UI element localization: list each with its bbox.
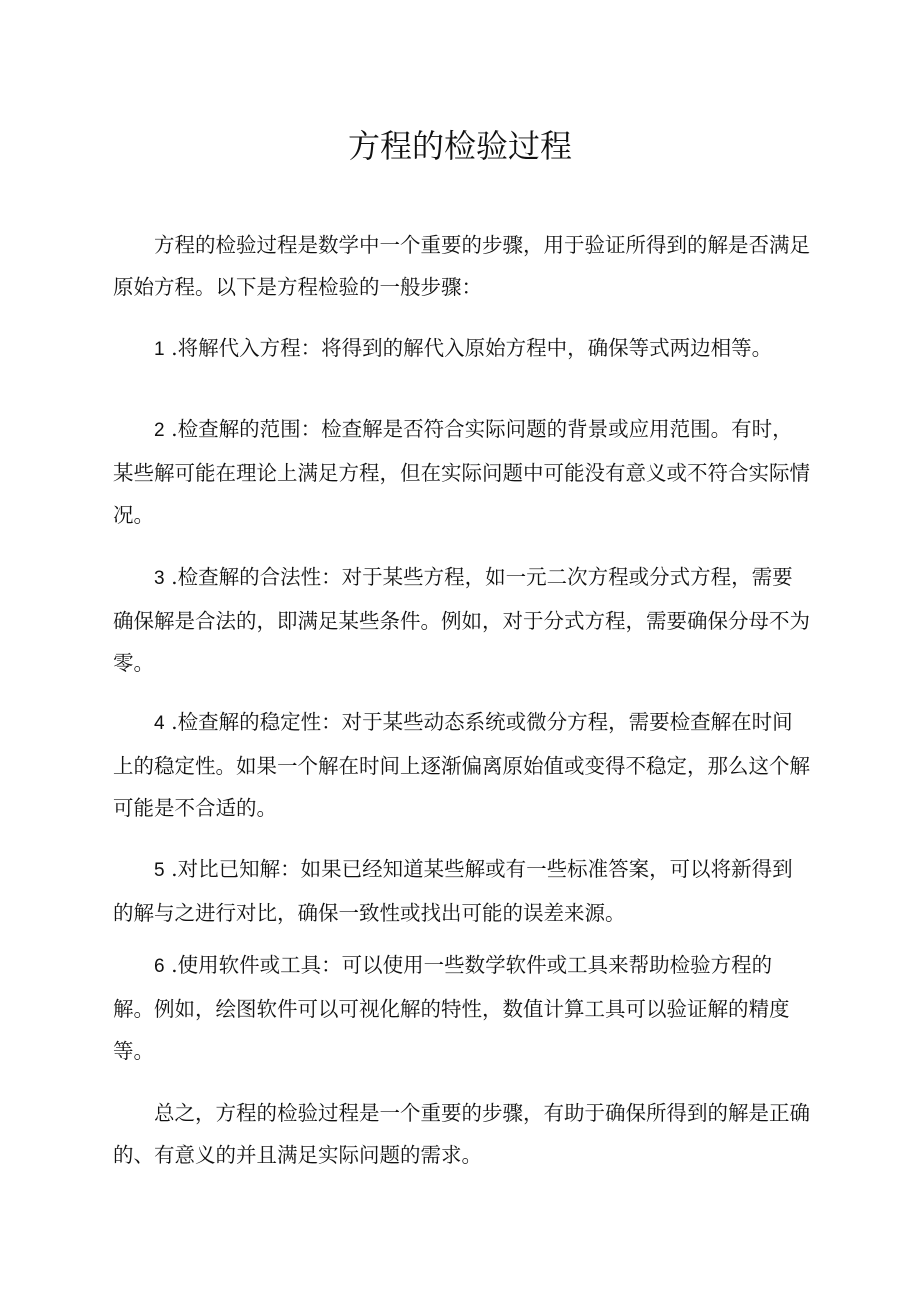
step-number: 4 bbox=[154, 713, 165, 734]
step-number: 1 bbox=[154, 339, 165, 360]
step-item-6 bbox=[113, 944, 813, 1072]
step-number: 2 bbox=[154, 420, 165, 441]
step-text: .检查解的稳定性：对于某些动态系统或微分方程，需要检查解在时间上的稳定性。如果一个解在时间上逐渐偏离原始值或变得不稳定，那么这个解可能是不合适的。 bbox=[113, 710, 810, 820]
step-item-4 bbox=[113, 701, 813, 829]
step-text: .对比已知解：如果已经知道某些解或有一些标准答案，可以将新得到的解与之进行对比，确保一致性或找出可能的误差来源。 bbox=[113, 857, 793, 925]
summary-paragraph: 总之，方程的检验过程是一个重要的步骤，有助于确保所得到的解是正确的、有意义的并且满足实际问题的需求。 bbox=[113, 1101, 810, 1167]
step-item-2 bbox=[113, 408, 813, 536]
document-title: 方程的检验过程 bbox=[347, 127, 572, 165]
step-text: .使用软件或工具：可以使用一些数学软件或工具来帮助检验方程的解。例如，绘图软件可以可视化解的特性，数值计算工具可以验证解的精度等。 bbox=[113, 953, 790, 1063]
step-item-3 bbox=[113, 556, 813, 684]
step-number: 3 bbox=[154, 568, 165, 589]
step-item-1 bbox=[113, 327, 813, 371]
step-item-5 bbox=[113, 848, 813, 934]
step-text: .检查解的范围：检查解是否符合实际问题的背景或应用范围。有时，某些解可能在理论上满足方程，但在实际问题中可能没有意义或不符合实际情况。 bbox=[113, 417, 810, 527]
step-text: .将解代入方程：将得到的解代入原始方程中，确保等式两边相等。 bbox=[171, 336, 773, 360]
step-text: .检查解的合法性：对于某些方程，如一元二次方程或分式方程，需要确保解是合法的，即满足某些条件。例如，对于分式方程，需要确保分母不为零。 bbox=[113, 565, 810, 675]
intro-paragraph: 方程的检验过程是数学中一个重要的步骤，用于验证所得到的解是否满足原始方程。以下是方程检验的一般步骤： bbox=[113, 233, 810, 299]
step-number: 5 bbox=[154, 860, 165, 881]
step-number: 6 bbox=[154, 956, 165, 977]
